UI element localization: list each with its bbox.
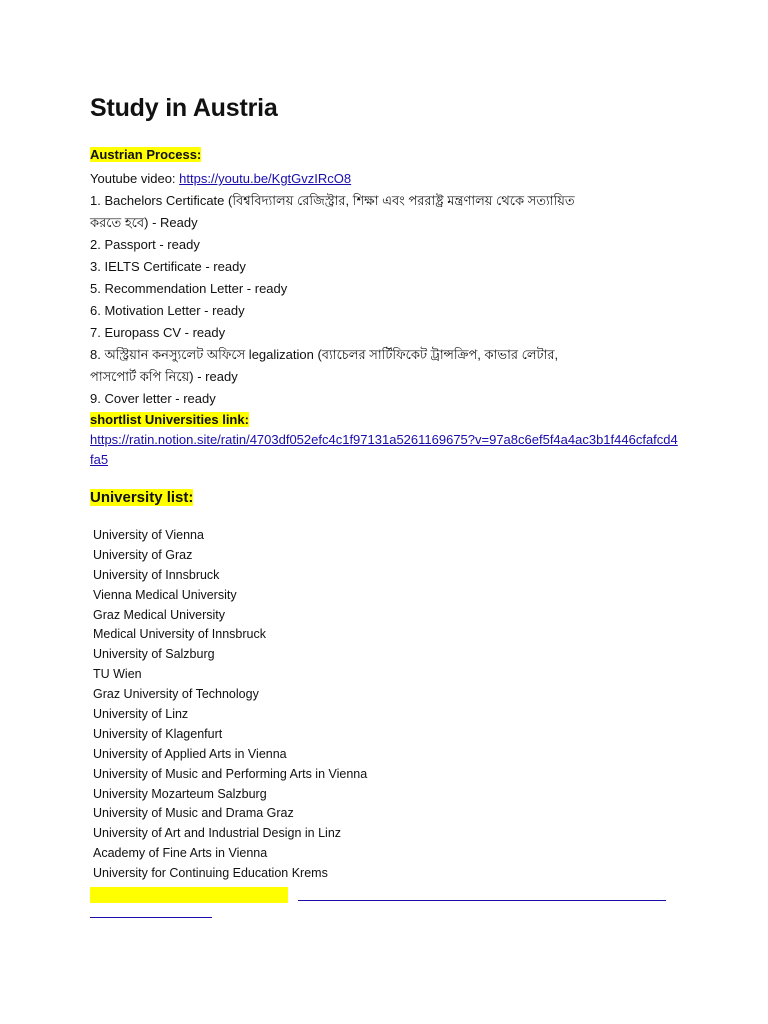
empty-highlight-bar [90, 887, 288, 903]
list-item: Vienna Medical University [93, 587, 237, 602]
step-2: 2. Passport - ready [90, 237, 200, 252]
austrian-process-label-text: Austrian Process: [90, 147, 202, 162]
youtube-line [90, 168, 690, 190]
youtube-prefix: Youtube video: [90, 171, 180, 186]
list-item: Graz University of Technology [93, 687, 259, 702]
step-1: 1. Bachelors Certificate (বিশ্ববিদ্যালয় রেজিস্ট্রার, শিক্ষা এবং পররাষ্ট্র মন্ত্রণালয় থেকে সত্যায়িত [90, 193, 575, 208]
university-list [93, 526, 367, 884]
list-item: University of Linz [93, 707, 189, 722]
list-item: University of Salzburg [93, 647, 215, 662]
list-item: University of Applied Arts in Vienna [93, 746, 287, 761]
university-list-heading-text: University list: [90, 489, 194, 506]
list-item: University of Vienna [93, 528, 204, 542]
list-item: University of Music and Performing Arts in Vienna [93, 766, 368, 781]
list-item: University of Graz [93, 547, 193, 562]
step-8: 8. অস্ট্রিয়ান কনস্যুলেট অফিসে legalization (ব্যাচেলর সার্টিফিকেট ট্রান্সক্রিপ, কাভার লেটার, [90, 347, 559, 362]
shortlist-label [90, 410, 690, 430]
youtube-link[interactable]: https://youtu.be/KgtGvzIRcO8 [179, 171, 352, 186]
step-9: 9. Cover letter - ready [90, 391, 216, 406]
empty-link-underline[interactable] [298, 900, 666, 901]
list-item: University Mozarteum Salzburg [93, 786, 267, 801]
list-item: University for Continuing Education Krems [93, 866, 328, 881]
list-item: University of Music and Drama Graz [93, 806, 294, 821]
step-5: 5. Recommendation Letter - ready [90, 281, 288, 296]
step-7: 7. Europass CV - ready [90, 325, 226, 340]
process-list [90, 168, 690, 470]
list-item: TU Wien [93, 667, 142, 682]
step-1-cont: করতে হবে) - Ready [90, 215, 198, 230]
list-item: University of Innsbruck [93, 567, 220, 582]
step-8-cont: পাসপোর্ট কপি নিয়ে) - ready [90, 369, 238, 384]
list-item: Academy of Fine Arts in Vienna [93, 846, 268, 861]
list-item: Medical University of Innsbruck [93, 627, 266, 642]
list-item: University of Klagenfurt [93, 726, 223, 741]
list-item: Graz Medical University [93, 607, 225, 622]
page-title: Study in Austria [90, 94, 278, 122]
shortlist-label-text: shortlist Universities link: [90, 412, 249, 427]
step-6: 6. Motivation Letter - ready [90, 303, 245, 318]
austrian-process-label [90, 147, 201, 162]
shortlist-link[interactable]: https://ratin.notion.site/ratin/4703df052efc4c1f97131a5261169675?v=97a8c6ef5f4a4ac3b1f446cfafcd4fa5 [90, 432, 678, 467]
university-list-heading [90, 489, 193, 506]
empty-link-underline-cont[interactable] [90, 917, 212, 918]
step-3: 3. IELTS Certificate - ready [90, 259, 246, 274]
list-item: University of Art and Industrial Design in Linz [93, 826, 342, 841]
